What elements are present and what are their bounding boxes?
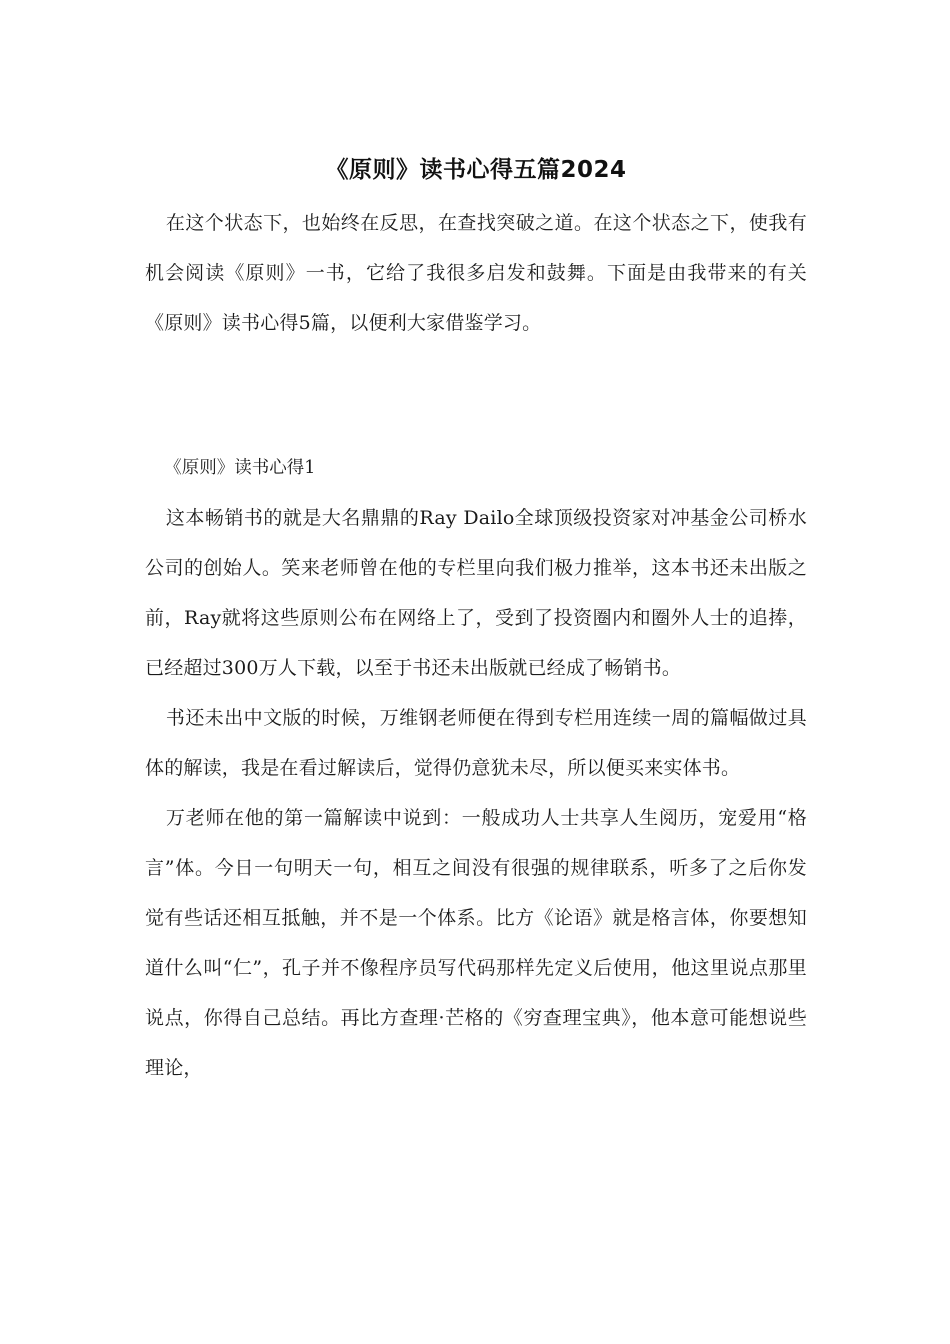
intro-paragraph: 在这个状态下，也始终在反思，在查找突破之道。在这个状态之下，使我有机会阅读《原则》一书，它给了我很多启发和鼓舞。下面是由我带来的有关《原则》读书心得5篇，以便利大家借鉴学习。: [145, 212, 807, 334]
body-paragraph: 书还未出中文版的时候，万维钢老师便在得到专栏用连续一周的篇幅做过具体的解读，我是在看过解读后，觉得仍意犹未尽，所以便买来实体书。: [145, 707, 807, 779]
body-paragraph: 万老师在他的第一篇解读中说到：一般成功人士共享人生阅历，宠爱用“格言”体。今日一句明天一句，相互之间没有很强的规律联系，听多了之后你发觉有些话还相互抵触，并不是一个体系。比方《论语》就是格言体，你要想知道什么叫“仁”，孔子并不像程序员写代码那样先定义后使用，他这里说点那里说点，你得自己总结。再比方查理·芒格的《穷查理宝典》，他本意可能想说些理论，: [145, 807, 807, 1079]
document-body: [145, 148, 807, 1093]
section-heading: 《原则》读书心得1: [164, 458, 316, 478]
document-title: 《原则》读书心得五篇2024: [325, 157, 627, 183]
section-spacer: [145, 348, 807, 443]
body-paragraph: 这本畅销书的就是大名鼎鼎的Ray Dailo全球顶级投资家对冲基金公司桥水公司的创始人。笑来老师曾在他的专栏里向我们极力推举，这本书还未出版之前，Ray就将这些原则公布在网络上了，受到了投资圈内和圈外人士的追捧，已经超过300万人下载，以至于书还未出版就已经成了畅销书。: [145, 507, 807, 679]
